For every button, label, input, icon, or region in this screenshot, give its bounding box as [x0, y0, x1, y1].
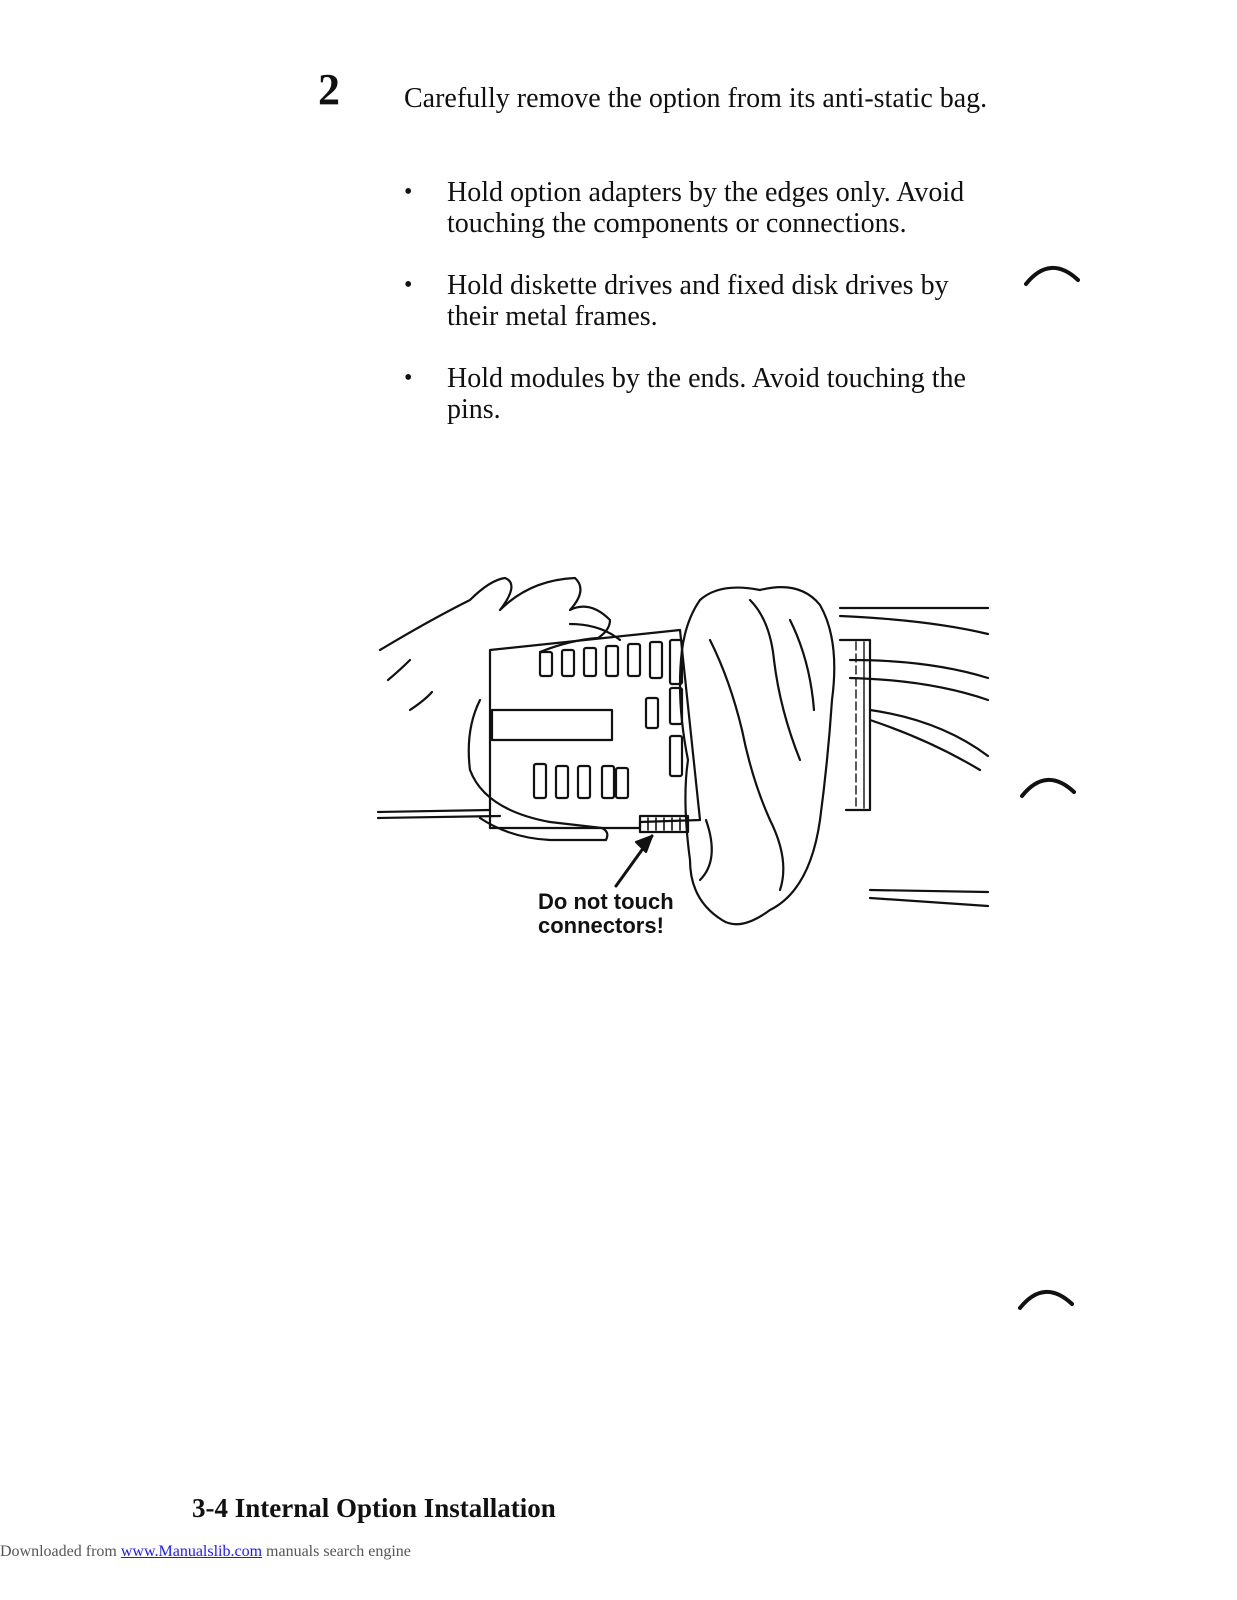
bullet-icon: • [404, 365, 413, 391]
page-footer-title: 3-4 Internal Option Installation [192, 1493, 556, 1523]
adapter-handling-illustration [370, 560, 1000, 940]
list-item [404, 177, 1004, 239]
bullet-icon: • [404, 179, 413, 205]
list-item-text: Hold diskette drives and fixed disk drives by their metal frames. [447, 270, 949, 332]
step-number: 2 [318, 65, 340, 114]
download-prefix: Downloaded from [0, 1543, 121, 1560]
list-item [404, 363, 1004, 425]
manualslib-link[interactable]: www.Manualslib.com [120, 1543, 263, 1560]
step-instruction: Carefully remove the option from its anti-static bag. [404, 83, 988, 114]
list-item-text: Hold modules by the ends. Avoid touching the pins. [447, 363, 966, 425]
download-suffix: manuals search engine [262, 1543, 411, 1560]
list-item [404, 270, 1004, 332]
binder-ring-mark [1024, 258, 1080, 288]
connector-warning-callout: Do not touch connectors! [538, 889, 674, 938]
handling-tips-list [404, 177, 1004, 456]
download-attribution [0, 1543, 411, 1561]
binder-ring-mark [1018, 1282, 1074, 1312]
binder-ring-mark [1020, 770, 1076, 800]
list-item-text: Hold option adapters by the edges only. Avoid touching the components or connections. [447, 177, 965, 239]
bullet-icon: • [404, 272, 413, 298]
